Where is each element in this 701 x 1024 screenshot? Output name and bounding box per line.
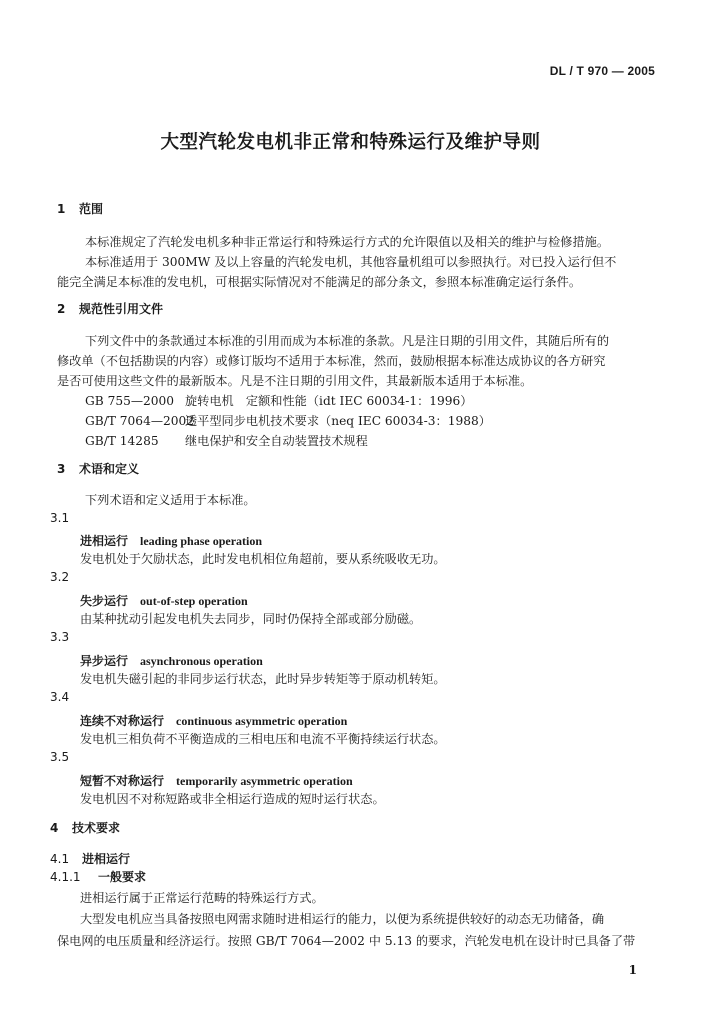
reference-item	[85, 392, 472, 409]
subsection-number: 4.1	[50, 852, 70, 866]
term-definition: 发电机三相负荷不平衡造成的三相电压和电流不平衡持续运行状态。	[80, 732, 446, 746]
reference-item	[85, 432, 368, 449]
paragraph-line: 是否可使用这些文件的最新版本。凡是不注日期的引用文件，其最新版本适用于本标准。	[57, 374, 533, 388]
subsection-number: 4.1.1	[50, 870, 81, 884]
reference-code: GB 755—2000	[85, 394, 175, 408]
section-title: 规范性引用文件	[79, 302, 164, 316]
section-3-heading	[57, 460, 139, 477]
term-english: continuous asymmetric operation	[176, 714, 348, 728]
term-heading	[80, 530, 262, 549]
term-english: temporarily asymmetric operation	[176, 774, 353, 788]
section-title: 范围	[79, 202, 104, 216]
paragraph: 进相运行属于正常运行范畴的特殊运行方式。	[80, 891, 324, 905]
term-english: leading phase operation	[140, 534, 263, 548]
term-heading	[80, 650, 263, 669]
section-number: 1	[57, 202, 66, 216]
paragraph-line: 修改单（不包括勘误的内容）或修订版均不适用于本标准，然而，鼓励根据本标准达成协议的各方研究	[57, 354, 606, 368]
term-definition: 发电机失磁引起的非同步运行状态，此时异步转矩等于原动机转矩。	[80, 672, 446, 686]
reference-title: 旋转电机 定额和性能（idt IEC 60034-1：1996）	[185, 394, 473, 408]
reference-code: GB/T 14285	[85, 434, 159, 448]
term-chinese: 失步运行	[80, 594, 129, 608]
term-definition: 发电机因不对称短路或非全相运行造成的短时运行状态。	[80, 792, 385, 806]
paragraph: 本标准规定了汽轮发电机多种非正常运行和特殊运行方式的允许限值以及相关的维护与检修措施。	[85, 235, 610, 249]
term-english: out-of-step operation	[140, 594, 248, 608]
section-title: 术语和定义	[79, 462, 140, 476]
term-number: 3.4	[50, 690, 70, 704]
section-1-heading	[57, 200, 103, 217]
paragraph-line: 保电网的电压质量和经济运行。按照 GB/T 7064—2002 中 5.13 的要求，汽轮发电机在设计时已具备了带	[57, 934, 636, 948]
term-heading	[80, 590, 248, 609]
section-number: 3	[57, 462, 66, 476]
document-title: 大型汽轮发电机非正常和特殊运行及维护导则	[160, 132, 541, 153]
paragraph: 下列术语和定义适用于本标准。	[85, 493, 256, 507]
term-heading	[80, 710, 347, 729]
reference-item	[85, 412, 491, 429]
reference-code: GB/T 7064—2002	[85, 414, 195, 428]
reference-title: 继电保护和安全自动装置技术规程	[185, 434, 368, 448]
subsection-title: 进相运行	[82, 852, 131, 866]
term-number: 3.2	[50, 570, 70, 584]
paragraph-line: 能完全满足本标准的发电机，可根据实际情况对不能满足的部分条文，参照本标准确定运行条件。	[57, 275, 582, 289]
term-definition: 发电机处于欠励状态，此时发电机相位角超前，要从系统吸收无功。	[80, 552, 446, 566]
paragraph-line: 下列文件中的条款通过本标准的引用而成为本标准的条款。凡是注日期的引用文件，其随后所有的	[85, 334, 610, 348]
subsection-4-1-heading	[50, 850, 130, 867]
page-number: 1	[628, 963, 637, 977]
term-definition: 由某种扰动引起发电机失去同步，同时仍保持全部或部分励磁。	[80, 612, 422, 626]
subsection-title: 一般要求	[98, 870, 147, 884]
section-number: 2	[57, 302, 66, 316]
term-heading	[80, 770, 353, 789]
term-chinese: 短暂不对称运行	[80, 774, 165, 788]
section-title: 技术要求	[72, 821, 121, 835]
standard-number: DL / T 970 — 2005	[549, 64, 655, 78]
reference-title: 透平型同步电机技术要求（neq IEC 60034-3：1988）	[185, 414, 491, 428]
term-number: 3.3	[50, 630, 70, 644]
section-4-heading	[50, 819, 120, 836]
term-chinese: 连续不对称运行	[80, 714, 165, 728]
subsection-4-1-1-heading	[50, 868, 146, 885]
paragraph-line: 本标准适用于 300MW 及以上容量的汽轮发电机，其他容量机组可以参照执行。对已投入运行但不	[85, 255, 617, 269]
term-chinese: 异步运行	[80, 654, 129, 668]
paragraph-line: 大型发电机应当具备按照电网需求随时进相运行的能力，以便为系统提供较好的动态无功储备，确	[80, 912, 605, 926]
term-english: asynchronous operation	[140, 654, 263, 668]
term-number: 3.5	[50, 750, 70, 764]
term-chinese: 进相运行	[80, 534, 129, 548]
term-number: 3.1	[50, 511, 70, 525]
section-2-heading	[57, 300, 163, 317]
section-number: 4	[50, 821, 59, 835]
